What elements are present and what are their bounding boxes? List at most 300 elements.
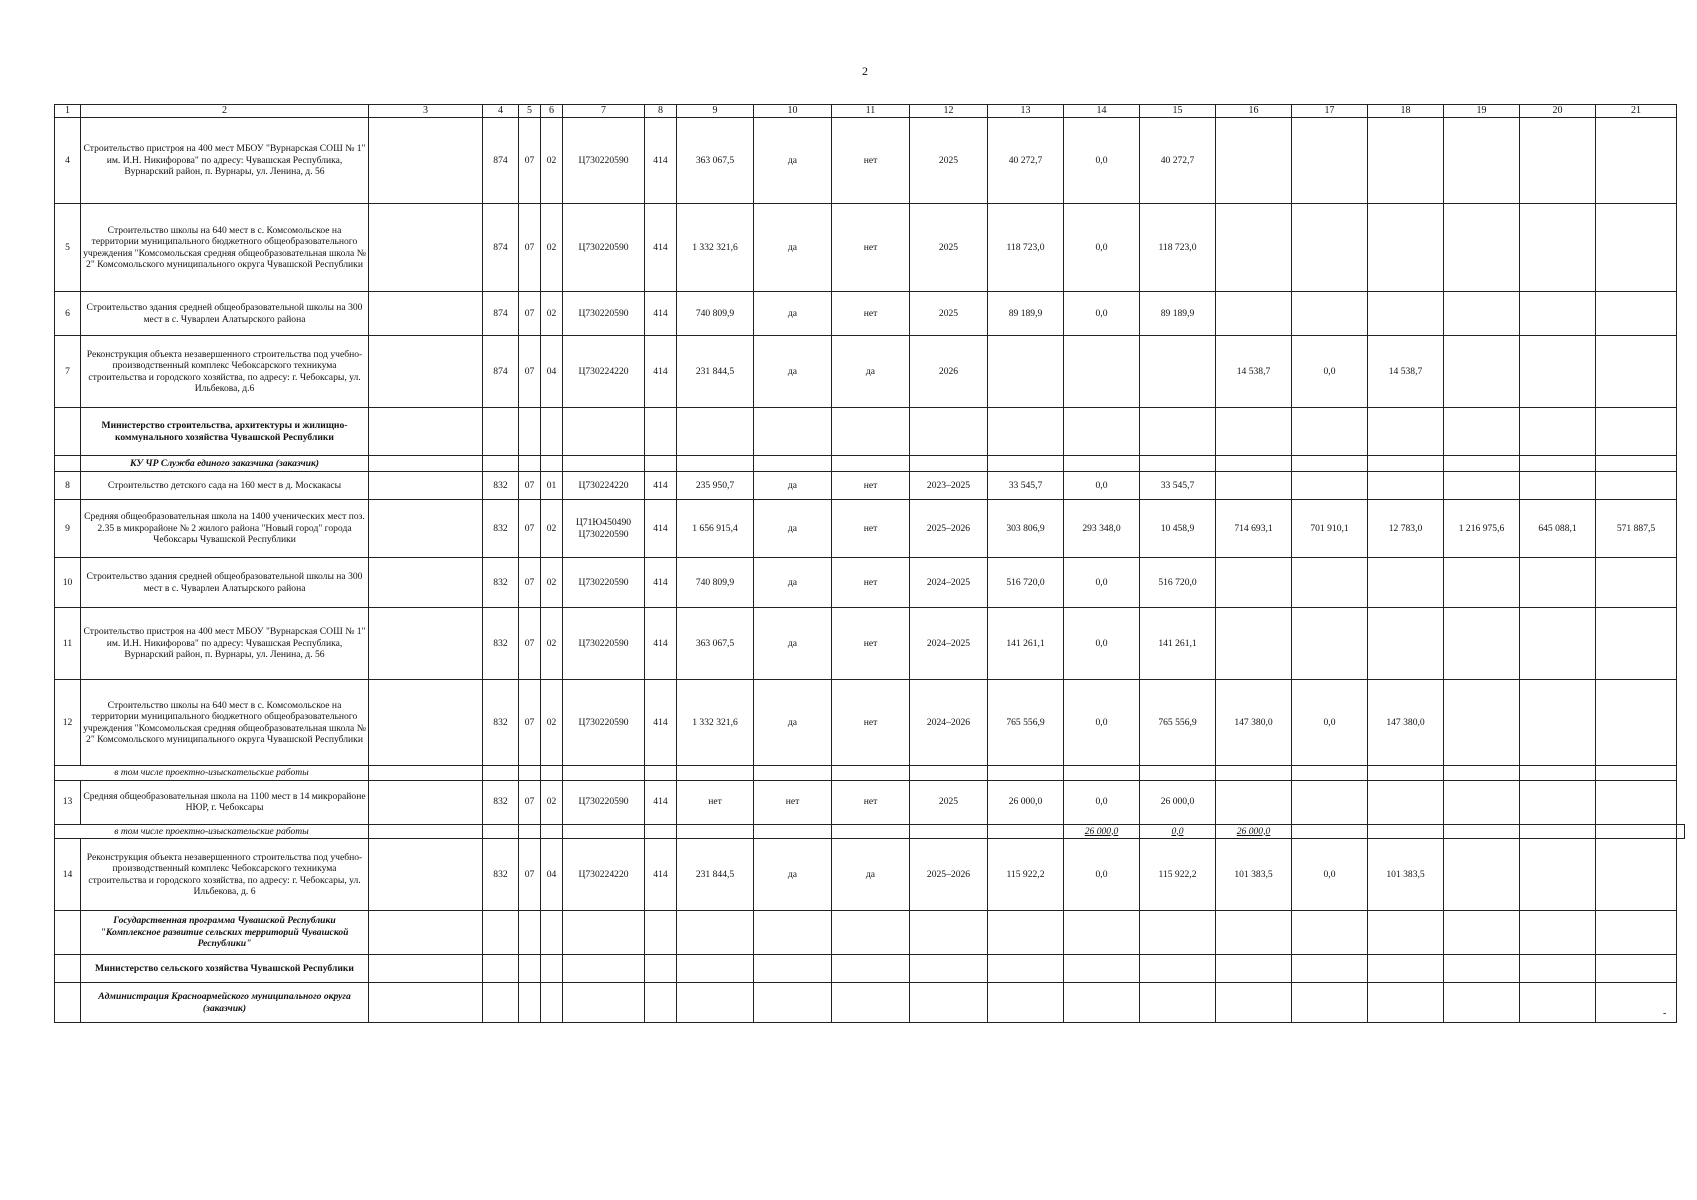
table-cell: 235 950,7 (677, 472, 754, 500)
table-cell (1444, 118, 1520, 204)
table-cell: 414 (645, 680, 677, 766)
column-header: 12 (910, 105, 988, 118)
table-cell (55, 456, 81, 472)
table-cell (1596, 839, 1677, 911)
row-number: 6 (55, 292, 81, 336)
table-cell: 414 (645, 292, 677, 336)
table-cell (369, 336, 483, 408)
table-cell (1596, 680, 1677, 766)
table-cell (677, 408, 754, 456)
table-cell (1292, 955, 1368, 983)
table-cell (1520, 456, 1596, 472)
table-cell (988, 408, 1064, 456)
table-cell (563, 911, 645, 955)
table-cell: 0,0 (1064, 204, 1140, 292)
table-cell: 2025 (910, 780, 988, 824)
table-cell: 0,0 (1064, 558, 1140, 608)
table-cell: 07 (519, 336, 541, 408)
table-cell (1368, 824, 1444, 839)
object-name: Строительство школы на 640 мест в с. Комсомольское на территории муниципального бюджетного общеобразовательного учреждения "Комсомольская средняя общеобразовательная школа № 2" Комсомольского муниципального округа Чувашской Республики (81, 680, 369, 766)
table-cell: 01 (541, 472, 563, 500)
column-header: 7 (563, 105, 645, 118)
table-cell (754, 408, 832, 456)
table-cell (1140, 766, 1216, 781)
table-cell (1596, 204, 1677, 292)
table-cell (1140, 408, 1216, 456)
table-row (55, 118, 1685, 204)
object-name: Реконструкция объекта незавершенного строительства под учебно-производственный комплекс Чебоксарского техникума строительства и городского хозяйства, по адресу: г. Чебоксары, ул. Ильбекова, д. 6 (81, 839, 369, 911)
table-cell: да (754, 472, 832, 500)
table-cell: 832 (483, 608, 519, 680)
table-cell: 26 000,0 (1064, 824, 1140, 839)
table-cell (1596, 456, 1677, 472)
table-cell: 101 383,5 (1216, 839, 1292, 911)
table-cell (910, 766, 988, 781)
table-cell: 89 189,9 (988, 292, 1064, 336)
table-cell: 2025–2026 (910, 839, 988, 911)
table-cell (369, 955, 483, 983)
table-cell: 2023–2025 (910, 472, 988, 500)
stray-mark: - (1663, 1008, 1667, 1019)
table-cell: 0,0 (1064, 608, 1140, 680)
table-cell (754, 955, 832, 983)
section-heading-row (55, 983, 1685, 1023)
table-cell: 832 (483, 558, 519, 608)
column-header: 5 (519, 105, 541, 118)
table-row (55, 608, 1685, 680)
object-name: Строительство здания средней общеобразовательной школы на 300 мест в с. Чуварлеи Алатырского района (81, 558, 369, 608)
table-cell (519, 824, 541, 839)
table-cell: 414 (645, 558, 677, 608)
table-cell (645, 824, 677, 839)
table-cell (519, 456, 541, 472)
table-cell: Ц730220590 (563, 558, 645, 608)
table-cell (1292, 911, 1368, 955)
table-cell (55, 983, 81, 1023)
section-heading: Государственная программа Чувашской Республики "Комплексное развитие сельских территорий Чувашской Республики" (81, 911, 369, 955)
table-cell (1368, 118, 1444, 204)
table-cell: да (754, 680, 832, 766)
table-cell: нет (832, 608, 910, 680)
table-cell: 141 261,1 (988, 608, 1064, 680)
table-cell (1292, 558, 1368, 608)
table-cell: 832 (483, 780, 519, 824)
table-cell (369, 983, 483, 1023)
table-cell (1596, 911, 1677, 955)
table-cell: 645 088,1 (1520, 500, 1596, 558)
table-cell: 07 (519, 118, 541, 204)
table-cell: 07 (519, 500, 541, 558)
table-cell: нет (832, 204, 910, 292)
table-cell (1368, 780, 1444, 824)
table-cell (645, 911, 677, 955)
table-cell (832, 408, 910, 456)
section-heading-row (55, 456, 1685, 472)
table-cell (1140, 983, 1216, 1023)
subtotal-note: в том числе проектно-изыскательские работы (55, 824, 369, 839)
column-header: 13 (988, 105, 1064, 118)
row-number: 14 (55, 839, 81, 911)
investment-table (54, 104, 1685, 1023)
table-cell (369, 911, 483, 955)
table-cell (369, 608, 483, 680)
table-cell: да (754, 608, 832, 680)
table-cell (1444, 911, 1520, 955)
table-cell: 2026 (910, 336, 988, 408)
table-cell: 14 538,7 (1216, 336, 1292, 408)
table-row (55, 680, 1685, 766)
table-cell: 33 545,7 (988, 472, 1064, 500)
table-cell (754, 824, 832, 839)
table-cell (563, 408, 645, 456)
table-cell: 740 809,9 (677, 292, 754, 336)
table-cell (541, 824, 563, 839)
subtotal-note: в том числе проектно-изыскательские работы (55, 766, 369, 781)
table-cell: 02 (541, 780, 563, 824)
table-cell (483, 824, 519, 839)
table-cell: 414 (645, 204, 677, 292)
table-cell: 0,0 (1064, 118, 1140, 204)
column-header: 21 (1596, 105, 1677, 118)
table-cell: да (754, 839, 832, 911)
table-cell (1216, 472, 1292, 500)
table-cell (1064, 408, 1140, 456)
table-cell (563, 983, 645, 1023)
section-heading: КУ ЧР Служба единого заказчика (заказчик) (81, 456, 369, 472)
row-number: 7 (55, 336, 81, 408)
table-cell: 303 806,9 (988, 500, 1064, 558)
table-cell (1140, 456, 1216, 472)
table-cell: 874 (483, 204, 519, 292)
table-cell (541, 766, 563, 781)
table-cell (1444, 839, 1520, 911)
table-cell: да (754, 204, 832, 292)
table-cell (483, 911, 519, 955)
table-cell (369, 680, 483, 766)
table-cell (1520, 839, 1596, 911)
table-cell (1368, 766, 1444, 781)
table-cell (1596, 766, 1677, 781)
table-cell (369, 824, 483, 839)
table-cell: 115 922,2 (988, 839, 1064, 911)
table-cell (1064, 911, 1140, 955)
table-cell (988, 766, 1064, 781)
table-cell: 0,0 (1064, 780, 1140, 824)
table-cell: 2025 (910, 204, 988, 292)
table-cell (988, 336, 1064, 408)
table-cell: 714 693,1 (1216, 500, 1292, 558)
table-cell: 516 720,0 (1140, 558, 1216, 608)
table-cell (1368, 911, 1444, 955)
object-name: Средняя общеобразовательная школа на 1100 мест в 14 микрорайоне НЮР, г. Чебоксары (81, 780, 369, 824)
table-cell (832, 911, 910, 955)
column-header: 10 (754, 105, 832, 118)
table-cell (1444, 292, 1520, 336)
table-cell: 2024–2026 (910, 680, 988, 766)
table-cell: 832 (483, 680, 519, 766)
table-cell (1444, 766, 1520, 781)
table-cell (541, 983, 563, 1023)
table-cell: 02 (541, 118, 563, 204)
table-cell: Ц730220590 (563, 204, 645, 292)
table-cell (1216, 983, 1292, 1023)
table-cell: 141 261,1 (1140, 608, 1216, 680)
table-cell (1520, 780, 1596, 824)
table-cell (832, 824, 910, 839)
table-cell: 40 272,7 (988, 118, 1064, 204)
table-cell (369, 500, 483, 558)
table-cell: 07 (519, 680, 541, 766)
table-cell: 14 538,7 (1368, 336, 1444, 408)
table-cell (1444, 983, 1520, 1023)
table-cell: да (754, 558, 832, 608)
table-cell: 363 067,5 (677, 608, 754, 680)
table-cell (483, 408, 519, 456)
page-number: 2 (862, 64, 868, 78)
table-cell: 02 (541, 680, 563, 766)
table-cell (910, 911, 988, 955)
table-row (55, 558, 1685, 608)
table-cell: 0,0 (1064, 839, 1140, 911)
row-number: 4 (55, 118, 81, 204)
table-cell (1292, 204, 1368, 292)
table-cell: 0,0 (1292, 839, 1368, 911)
table-cell: 874 (483, 118, 519, 204)
table-cell: 571 887,5 (1596, 500, 1677, 558)
table-cell: нет (832, 558, 910, 608)
row-number: 8 (55, 472, 81, 500)
table-cell (1677, 824, 1685, 839)
table-cell: 0,0 (1292, 336, 1368, 408)
table-cell (1368, 408, 1444, 456)
table-cell (988, 456, 1064, 472)
table-cell: 07 (519, 204, 541, 292)
table-cell (1216, 204, 1292, 292)
column-header: 2 (81, 105, 369, 118)
table-cell (1064, 766, 1140, 781)
table-cell (910, 456, 988, 472)
table-cell: Ц730220590 (563, 292, 645, 336)
table-cell: 26 000,0 (1216, 824, 1292, 839)
table-cell (754, 766, 832, 781)
table-cell: 04 (541, 839, 563, 911)
table-cell (1292, 824, 1368, 839)
table-cell (369, 456, 483, 472)
table-cell (369, 204, 483, 292)
table-cell (988, 983, 1064, 1023)
column-header: 19 (1444, 105, 1520, 118)
table-cell: 765 556,9 (1140, 680, 1216, 766)
table-cell (1140, 336, 1216, 408)
table-cell: 26 000,0 (1140, 780, 1216, 824)
table-cell: 2025 (910, 292, 988, 336)
section-heading: Администрация Красноармейского муниципального округа (заказчик) (81, 983, 369, 1023)
table-cell (1216, 608, 1292, 680)
table-cell (1596, 608, 1677, 680)
table-cell (1368, 292, 1444, 336)
table-cell: 147 380,0 (1368, 680, 1444, 766)
table-cell (1596, 824, 1677, 839)
table-cell (754, 983, 832, 1023)
table-cell: да (832, 839, 910, 911)
table-cell: нет (832, 292, 910, 336)
table-cell (563, 955, 645, 983)
table-cell (1444, 680, 1520, 766)
column-header: 20 (1520, 105, 1596, 118)
table-cell (1444, 204, 1520, 292)
table-cell: Ц730220590 (563, 118, 645, 204)
table-cell (483, 456, 519, 472)
column-header: 17 (1292, 105, 1368, 118)
table-cell: 10 458,9 (1140, 500, 1216, 558)
table-cell: Ц730224220 (563, 472, 645, 500)
table-cell: 07 (519, 558, 541, 608)
table-cell (1520, 911, 1596, 955)
table-cell (1596, 408, 1677, 456)
object-name: Средняя общеобразовательная школа на 1400 ученических мест поз. 2.35 в микрорайоне № 2 жилого района "Новый город" города Чебоксары Чувашской Республики (81, 500, 369, 558)
column-header: 15 (1140, 105, 1216, 118)
table-cell: нет (832, 500, 910, 558)
table-cell (519, 408, 541, 456)
table-cell (754, 911, 832, 955)
table-cell: 414 (645, 780, 677, 824)
table-cell: Ц730220590 (563, 780, 645, 824)
table-cell (541, 408, 563, 456)
table-cell (1596, 558, 1677, 608)
table-cell: 832 (483, 472, 519, 500)
table-row (55, 839, 1685, 911)
row-number: 11 (55, 608, 81, 680)
table-cell (1520, 118, 1596, 204)
object-name: Строительство пристроя на 400 мест МБОУ "Вурнарская СОШ № 1" им. И.Н. Никифорова" по адресу: Чувашская Республика, Вурнарский район, п. Вурнары, ул. Ленина, д. 56 (81, 608, 369, 680)
table-cell (1368, 983, 1444, 1023)
table-cell (832, 766, 910, 781)
table-cell: 07 (519, 472, 541, 500)
table-cell: 1 332 321,6 (677, 204, 754, 292)
table-cell (483, 955, 519, 983)
table-cell (1520, 408, 1596, 456)
table-cell: 414 (645, 336, 677, 408)
table-cell (645, 955, 677, 983)
table-cell: 293 348,0 (1064, 500, 1140, 558)
column-header: 4 (483, 105, 519, 118)
table-cell (988, 911, 1064, 955)
table-cell: 231 844,5 (677, 839, 754, 911)
table-cell: 701 910,1 (1292, 500, 1368, 558)
table-cell (1216, 558, 1292, 608)
object-name: Строительство детского сада на 160 мест в д. Москакасы (81, 472, 369, 500)
table-cell: 414 (645, 608, 677, 680)
table-cell: нет (832, 472, 910, 500)
table-cell: Ц730220590 (563, 608, 645, 680)
table-cell (1064, 955, 1140, 983)
column-header: 1 (55, 105, 81, 118)
table-cell (910, 824, 988, 839)
table-cell: 0,0 (1064, 292, 1140, 336)
table-cell (541, 911, 563, 955)
table-cell (1596, 118, 1677, 204)
table-cell: Ц730224220 (563, 336, 645, 408)
table-cell (677, 983, 754, 1023)
table-cell (1292, 118, 1368, 204)
table-row (55, 292, 1685, 336)
table-cell (1444, 472, 1520, 500)
table-cell (677, 911, 754, 955)
table-cell: да (754, 118, 832, 204)
table-cell (1520, 472, 1596, 500)
table-cell (1216, 118, 1292, 204)
table-cell: 147 380,0 (1216, 680, 1292, 766)
table-cell (1520, 955, 1596, 983)
table-cell (55, 955, 81, 983)
column-header: 11 (832, 105, 910, 118)
table-cell (519, 983, 541, 1023)
table-cell (1064, 456, 1140, 472)
table-cell: 07 (519, 839, 541, 911)
table-cell (1520, 558, 1596, 608)
table-cell: 832 (483, 500, 519, 558)
table-cell: 33 545,7 (1140, 472, 1216, 500)
table-cell (832, 983, 910, 1023)
section-heading: Министерство сельского хозяйства Чувашской Республики (81, 955, 369, 983)
row-number: 9 (55, 500, 81, 558)
table-cell (1292, 292, 1368, 336)
table-cell (1292, 780, 1368, 824)
table-cell (645, 766, 677, 781)
section-heading: Министерство строительства, архитектуры и жилищно-коммунального хозяйства Чувашской Республики (81, 408, 369, 456)
column-header: 6 (541, 105, 563, 118)
table-cell (1064, 983, 1140, 1023)
table-cell: 231 844,5 (677, 336, 754, 408)
table-cell (754, 456, 832, 472)
table-cell (369, 780, 483, 824)
table-cell: 414 (645, 118, 677, 204)
table-cell (519, 766, 541, 781)
table-cell: 07 (519, 292, 541, 336)
table-cell (645, 456, 677, 472)
table-cell: 07 (519, 780, 541, 824)
table-cell (369, 766, 483, 781)
table-cell (1368, 955, 1444, 983)
table-cell: 118 723,0 (988, 204, 1064, 292)
table-cell (1292, 608, 1368, 680)
table-cell (1444, 608, 1520, 680)
table-cell (832, 955, 910, 983)
table-cell (563, 824, 645, 839)
table-cell (55, 408, 81, 456)
table-cell (1216, 780, 1292, 824)
table-cell (1368, 456, 1444, 472)
table-cell: 874 (483, 292, 519, 336)
table-cell (1520, 608, 1596, 680)
table-cell: 1 656 915,4 (677, 500, 754, 558)
table-cell (1368, 204, 1444, 292)
table-cell: 832 (483, 839, 519, 911)
table-cell (1368, 608, 1444, 680)
table-cell: да (832, 336, 910, 408)
table-cell (369, 558, 483, 608)
table-cell: 2024–2025 (910, 608, 988, 680)
table-cell: 02 (541, 500, 563, 558)
table-cell (1520, 680, 1596, 766)
table-cell (988, 824, 1064, 839)
table-cell: да (754, 336, 832, 408)
table-cell: нет (832, 118, 910, 204)
table-cell: 0,0 (1292, 680, 1368, 766)
subtotal-note-row (55, 766, 1685, 781)
table-cell (910, 955, 988, 983)
table-cell: 0,0 (1064, 680, 1140, 766)
